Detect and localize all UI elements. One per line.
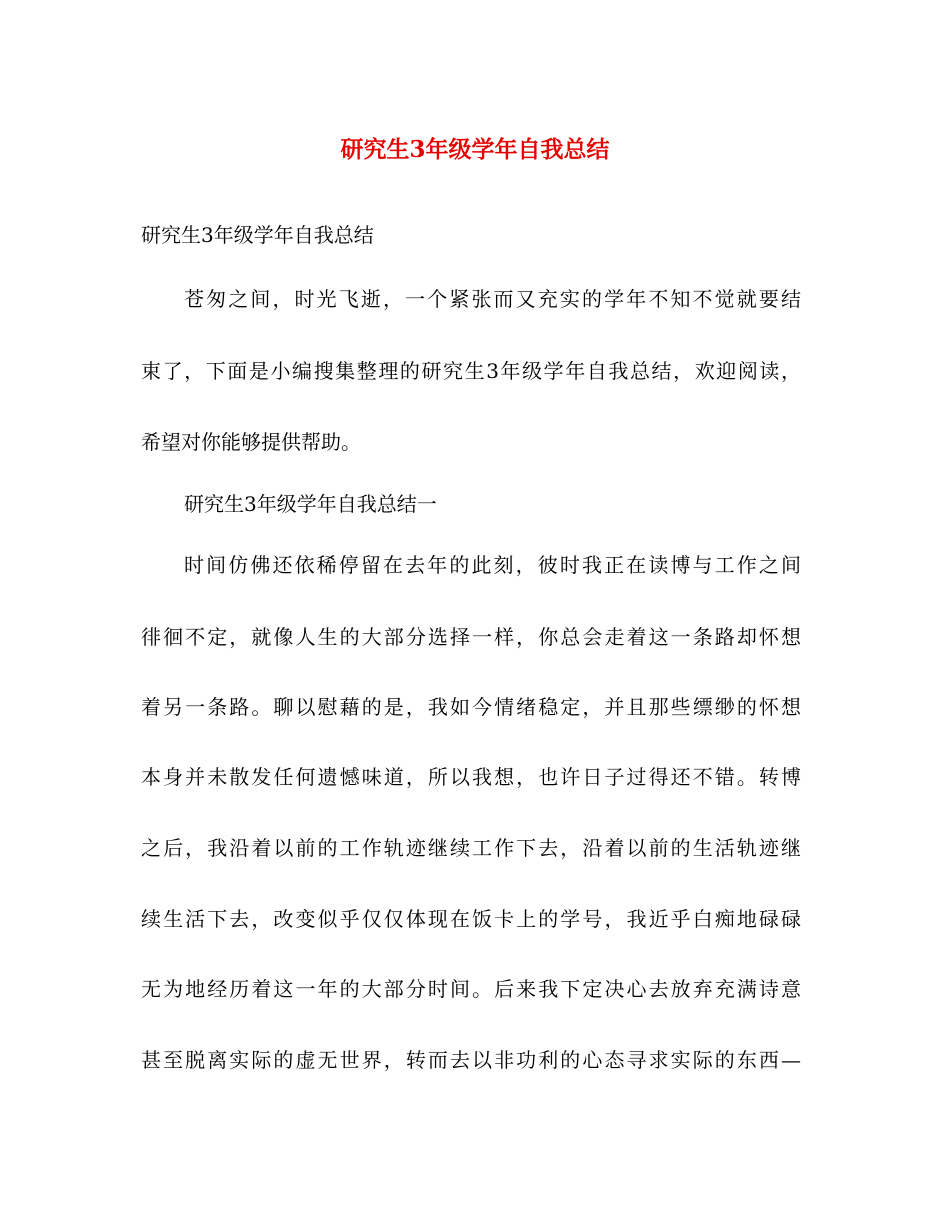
body-line-7: 无为地经历着这一年的大部分时间。后来我下定决心去放弃充满诗意 xyxy=(141,977,801,1001)
body-line-6: 续生活下去，改变似乎仅仅体现在饭卡上的学号，我近乎白痴地碌碌 xyxy=(141,907,801,931)
document-title: 研究生3年级学年自我总结 xyxy=(340,136,610,163)
intro-line-1: 苍匆之间，时光飞逝，一个紧张而又充实的学年不知不觉就要结 xyxy=(184,287,801,311)
body-line-5: 之后，我沿着以前的工作轨迹继续工作下去，沿着以前的生活轨迹继 xyxy=(141,836,801,860)
body-line-3: 着另一条路。聊以慰藉的是，我如今情绪稳定，并且那些缥缈的怀想 xyxy=(141,695,801,719)
body-line-4: 本身并未散发任何遗憾味道，所以我想，也许日子过得还不错。转博 xyxy=(141,765,801,789)
body-line-2: 徘徊不定，就像人生的大部分选择一样，你总会走着这一条路却怀想 xyxy=(141,625,801,649)
document-subtitle: 研究生3年级学年自我总结 xyxy=(141,223,374,247)
section-heading: 研究生3年级学年自我总结一 xyxy=(184,492,437,516)
body-line-1: 时间仿佛还依稀停留在去年的此刻，彼时我正在读博与工作之间 xyxy=(184,553,801,577)
body-line-8: 甚至脱离实际的虚无世界，转而去以非功利的心态寻求实际的东西— xyxy=(141,1048,801,1072)
intro-line-2: 束了，下面是小编搜集整理的研究生3年级学年自我总结，欢迎阅读， xyxy=(141,359,801,383)
intro-line-3: 希望对你能够提供帮助。 xyxy=(141,430,361,454)
